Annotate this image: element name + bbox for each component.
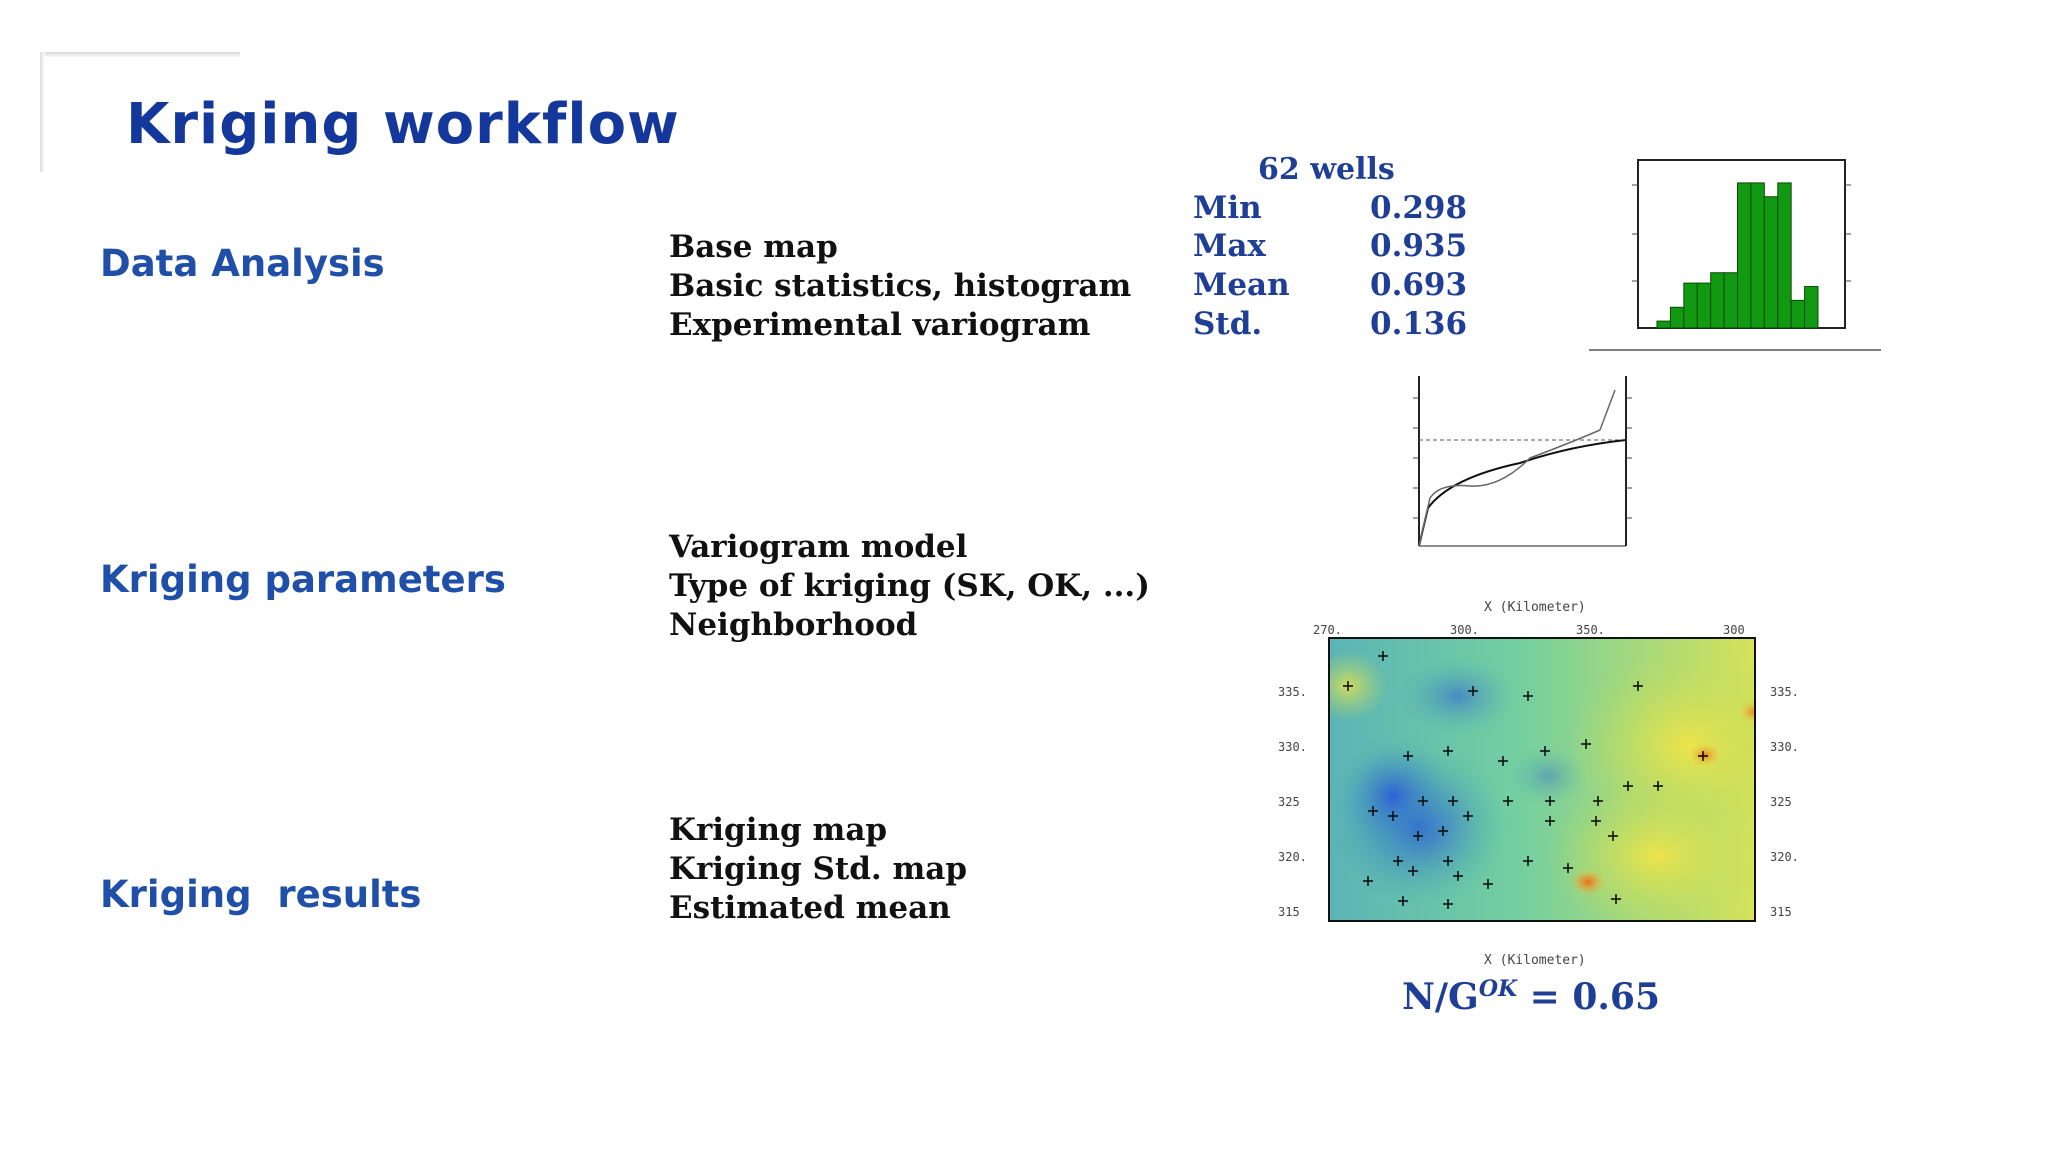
- section-kriging-results: Kriging results: [100, 873, 422, 916]
- list-item: Variogram model: [669, 529, 968, 565]
- histogram-bar: [1697, 283, 1710, 328]
- slide-title: Kriging workflow: [126, 92, 680, 157]
- slide-corner-shadow: [40, 52, 240, 58]
- histogram-bar: [1670, 307, 1683, 328]
- ng-superscript: OK: [1478, 976, 1518, 1002]
- histogram-bar: [1805, 287, 1818, 328]
- histogram-bar: [1684, 283, 1697, 328]
- histogram-bar: [1791, 300, 1804, 328]
- histogram-bar: [1751, 183, 1764, 328]
- stat-value-min: 0.298: [1370, 190, 1468, 226]
- y-tick-label: 320.: [1278, 850, 1307, 864]
- list-item: Basic statistics, histogram: [669, 268, 1132, 304]
- y-tick-label: 320.: [1770, 850, 1799, 864]
- y-tick-label: 330.: [1770, 740, 1799, 754]
- stat-value-mean: 0.693: [1370, 267, 1468, 303]
- x-tick-label: 270.: [1313, 623, 1342, 637]
- slide-corner-shadow-vertical: [40, 52, 45, 172]
- y-tick-label: 325: [1770, 795, 1792, 809]
- y-tick-label: 335.: [1770, 685, 1799, 699]
- histogram-figure: [1585, 140, 1885, 355]
- histogram-bar: [1657, 321, 1670, 328]
- x-tick-label: 300.: [1450, 623, 1479, 637]
- stats-header: 62 wells: [1258, 152, 1395, 187]
- histogram-bar: [1738, 183, 1751, 328]
- stat-name-std: Std.: [1193, 306, 1263, 342]
- variogram-model-curve: [1419, 440, 1626, 546]
- list-item: Kriging Std. map: [669, 851, 968, 887]
- stat-value-std: 0.136: [1370, 306, 1468, 342]
- ng-suffix: = 0.65: [1517, 976, 1661, 1018]
- ng-prefix: N/G: [1402, 976, 1479, 1018]
- kriging-map-surface: [1308, 638, 1808, 936]
- variogram-ticks: [1413, 398, 1632, 518]
- list-item: Base map: [669, 229, 838, 265]
- section-data-analysis: Data Analysis: [100, 242, 385, 285]
- y-tick-label: 335.: [1278, 685, 1307, 699]
- x-tick-label: 350.: [1576, 623, 1605, 637]
- stat-name-max: Max: [1193, 228, 1266, 264]
- map-x-axis-label-bottom: X (Kilometer): [1484, 953, 1586, 968]
- list-item: Neighborhood: [669, 607, 918, 643]
- stat-name-min: Min: [1193, 190, 1262, 226]
- list-item: Type of kriging (SK, OK, ...): [669, 568, 1150, 604]
- histogram-bars: [1657, 183, 1818, 328]
- section-kriging-parameters: Kriging parameters: [100, 558, 506, 601]
- kriging-parameters-items: [669, 528, 1150, 645]
- map-x-axis-label-top: X (Kilometer): [1484, 600, 1586, 615]
- histogram-bar: [1711, 273, 1724, 328]
- stat-name-mean: Mean: [1193, 267, 1290, 303]
- x-tick-label: 300: [1723, 623, 1745, 637]
- variogram-experimental-curve: [1419, 390, 1615, 546]
- data-analysis-items: [669, 228, 1131, 345]
- kriging-map-figure: [1218, 596, 1818, 976]
- histogram-bar: [1764, 197, 1777, 328]
- y-tick-label: 330.: [1278, 740, 1307, 754]
- histogram-bar: [1778, 183, 1791, 328]
- histogram-bar: [1724, 273, 1737, 328]
- y-tick-label: 325: [1278, 795, 1300, 809]
- net-to-gross-result: [1402, 976, 1660, 1018]
- stat-value-max: 0.935: [1370, 228, 1468, 264]
- list-item: Estimated mean: [669, 890, 951, 926]
- list-item: Kriging map: [669, 812, 888, 848]
- variogram-figure: [1370, 358, 1680, 570]
- y-tick-label: 315: [1770, 905, 1792, 919]
- y-tick-label: 315: [1278, 905, 1300, 919]
- kriging-results-items: [669, 811, 967, 928]
- list-item: Experimental variogram: [669, 307, 1091, 343]
